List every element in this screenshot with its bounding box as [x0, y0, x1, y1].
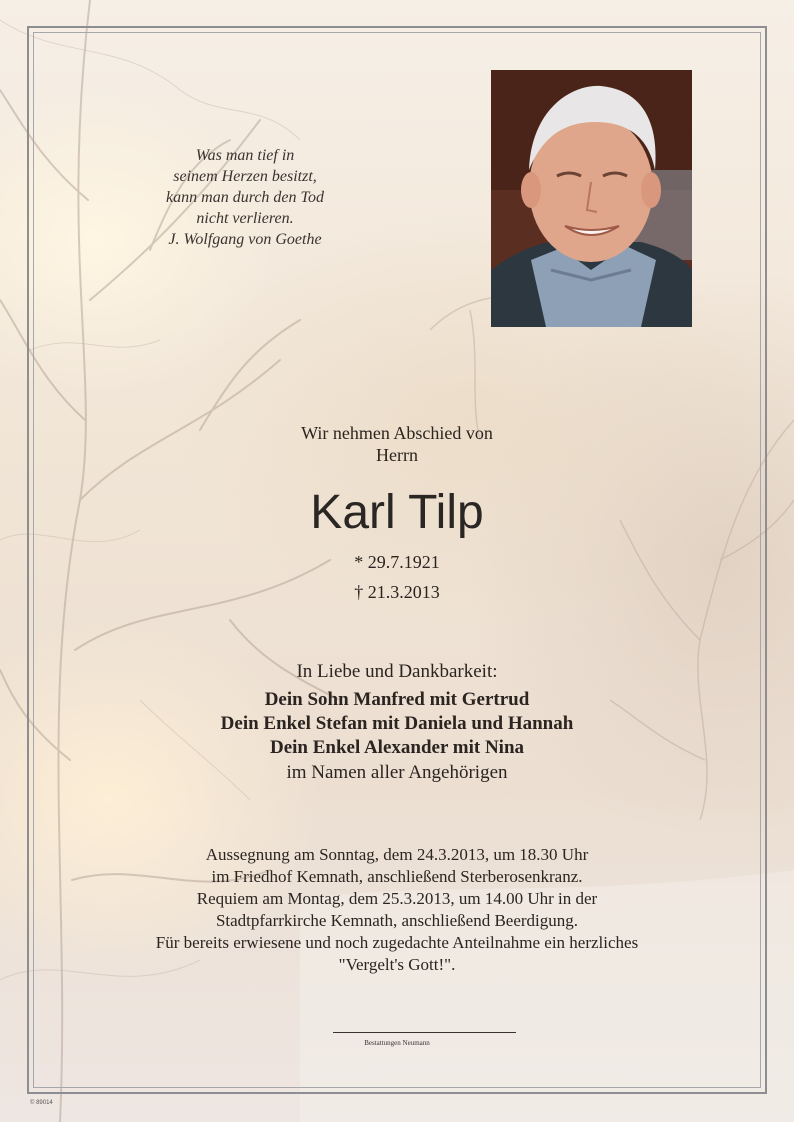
- quote-author: J. Wolfgang von Goethe: [168, 231, 322, 248]
- undertaker-name: Bestattungen Neumann: [364, 1039, 430, 1047]
- relatives-closing: im Namen aller Angehörigen: [286, 762, 508, 783]
- service-line: im Friedhof Kemnath, anschließend Sterberosenkranz.: [211, 867, 583, 886]
- family-list: [0, 688, 794, 760]
- mourners-heading: In Liebe und Dankbarkeit:: [296, 661, 498, 682]
- print-code: © 89014: [30, 1100, 53, 1106]
- portrait-photo: [491, 70, 692, 327]
- service-line: Requiem am Montag, dem 25.3.2013, um 14.00 Uhr in der: [196, 889, 598, 908]
- service-line: Stadtpfarrkirche Kemnath, anschließend Beerdigung.: [215, 911, 579, 930]
- quote-line: Was man tief in: [195, 147, 295, 164]
- service-line: Aussegnung am Sonntag, dem 24.3.2013, um 18.30 Uhr: [205, 845, 589, 864]
- service-line: "Vergelt's Gott!".: [338, 955, 456, 974]
- life-dates: [0, 547, 794, 607]
- deceased-name: Karl Tilp: [310, 486, 484, 539]
- quote-line: seinem Herzen besitzt,: [173, 168, 317, 185]
- farewell-intro: [0, 422, 794, 466]
- intro-salutation: Herrn: [376, 445, 418, 465]
- family-member: Dein Enkel Alexander mit Nina: [269, 737, 525, 758]
- death-date: † 21.3.2013: [354, 582, 440, 602]
- signature-divider: [333, 1032, 516, 1033]
- service-details: [0, 844, 794, 976]
- family-member: Dein Enkel Stefan mit Daniela und Hannah: [220, 713, 574, 734]
- quote-line: kann man durch den Tod: [166, 189, 324, 206]
- goethe-quote: [120, 145, 370, 250]
- intro-line: Wir nehmen Abschied von: [301, 423, 493, 443]
- birth-date: * 29.7.1921: [354, 552, 440, 572]
- quote-line: nicht verlieren.: [196, 210, 294, 227]
- family-member: Dein Sohn Manfred mit Gertrud: [264, 689, 530, 710]
- service-line: Für bereits erwiesene und noch zugedachte Anteilnahme ein herzliches: [155, 933, 639, 952]
